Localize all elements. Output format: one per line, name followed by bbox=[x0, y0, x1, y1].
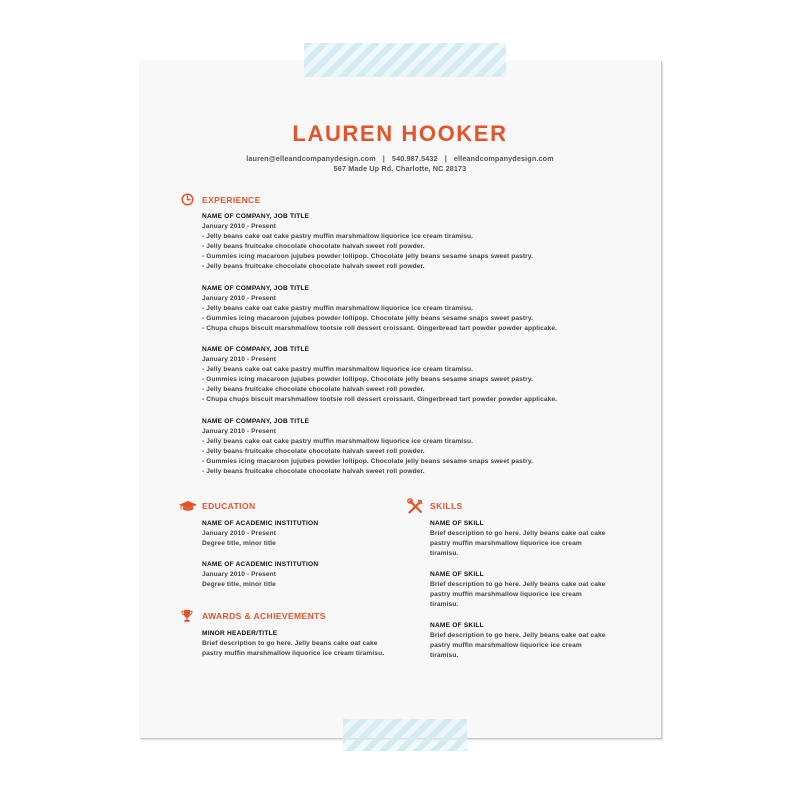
institution-name: NAME OF ACADEMIC INSTITUTION bbox=[202, 561, 319, 568]
job-dates: January 2010 - Present bbox=[202, 223, 277, 230]
job-dates: January 2010 - Present bbox=[202, 295, 277, 302]
washi-tape-top bbox=[304, 43, 506, 77]
job-bullet: - Jelly beans cake oat cake pastry muffin marshmallow liquorice ice cream tiramisu. bbox=[202, 305, 474, 312]
clock-icon bbox=[181, 193, 194, 206]
education-dates: January 2010 - Present bbox=[202, 530, 277, 537]
job-bullet: - Gummies icing macaroon jujubes powder lollipop. Chocolate jelly beans sesame snaps sweet pastry. bbox=[202, 315, 534, 322]
degree-title: Degree title, minor title bbox=[202, 540, 276, 547]
skill-name: NAME OF SKILL bbox=[430, 622, 484, 629]
job-title: NAME OF COMPANY, JOB TITLE bbox=[202, 213, 310, 220]
washi-tape-bottom bbox=[343, 719, 467, 751]
education-entry bbox=[202, 560, 318, 590]
degree-title: Degree title, minor title bbox=[202, 581, 276, 588]
graduation-cap-icon bbox=[178, 500, 198, 512]
job-bullet: - Jelly beans fruitcake chocolate chocolate halvah sweet roll powder. bbox=[202, 448, 425, 455]
job-bullet: - Jelly beans fruitcake chocolate chocolate halvah sweet roll powder. bbox=[202, 386, 425, 393]
job-bullet: - Chupa chups biscuit marshmallow tootsie roll dessert croissant. Gingerbread tart powder powder applicake. bbox=[202, 396, 558, 403]
tools-icon bbox=[407, 498, 424, 515]
experience-job bbox=[202, 284, 557, 334]
contact-email: lauren@elleandcompanydesign.com bbox=[246, 154, 376, 163]
job-bullet: - Jelly beans fruitcake chocolate chocolate halvah sweet roll powder. bbox=[202, 263, 425, 270]
institution-name: NAME OF ACADEMIC INSTITUTION bbox=[202, 520, 319, 527]
job-bullet: - Chupa chups biscuit marshmallow tootsie roll dessert croissant. Gingerbread tart powder powder applicake. bbox=[202, 325, 558, 332]
experience-job bbox=[202, 345, 557, 405]
job-title: NAME OF COMPANY, JOB TITLE bbox=[202, 418, 310, 425]
skill-description: Brief description to go here. Jelly beans cake oat cake pastry muffin marshmallow liquorice ice cream tiramisu. bbox=[430, 581, 606, 608]
experience-heading: EXPERIENCE bbox=[202, 195, 261, 205]
skill-description: Brief description to go here. Jelly beans cake oat cake pastry muffin marshmallow liquorice ice cream tiramisu. bbox=[430, 632, 606, 659]
experience-job bbox=[202, 212, 533, 272]
job-bullet: - Jelly beans cake oat cake pastry muffin marshmallow liquorice ice cream tiramisu. bbox=[202, 438, 474, 445]
job-bullet: - Jelly beans fruitcake chocolate chocolate halvah sweet roll powder. bbox=[202, 243, 425, 250]
experience-job bbox=[202, 417, 533, 477]
trophy-icon bbox=[181, 609, 193, 623]
skill-entry bbox=[430, 570, 612, 610]
contact-line bbox=[139, 154, 661, 163]
skill-description: Brief description to go here. Jelly beans cake oat cake pastry muffin marshmallow liquorice ice cream tiramisu. bbox=[430, 530, 606, 557]
award-description: Brief description to go here. Jelly beans cake oat cake pastry muffin marshmallow liquorice ice cream tiramisu. bbox=[202, 640, 385, 657]
skills-heading: SKILLS bbox=[430, 501, 463, 511]
contact-separator: | bbox=[444, 154, 447, 163]
contact-website: elleandcompanydesign.com bbox=[453, 154, 554, 163]
skill-name: NAME OF SKILL bbox=[430, 520, 484, 527]
contact-address: 567 Made Up Rd. Charlotte, NC 28173 bbox=[333, 164, 467, 173]
job-dates: January 2010 - Present bbox=[202, 356, 277, 363]
job-bullet: - Gummies icing macaroon jujubes powder lollipop. Chocolate jelly beans sesame snaps sweet pastry. bbox=[202, 253, 534, 260]
contact-separator: | bbox=[382, 154, 385, 163]
skill-name: NAME OF SKILL bbox=[430, 571, 484, 578]
award-title: MINOR HEADER/TITLE bbox=[202, 630, 278, 637]
job-bullet: - Jelly beans fruitcake chocolate chocolate halvah sweet roll powder. bbox=[202, 468, 425, 475]
job-bullet: - Jelly beans cake oat cake pastry muffin marshmallow liquorice ice cream tiramisu. bbox=[202, 366, 474, 373]
resume-name: LAUREN HOOKER bbox=[292, 121, 508, 146]
award-entry bbox=[202, 629, 394, 659]
education-dates: January 2010 - Present bbox=[202, 571, 277, 578]
job-dates: January 2010 - Present bbox=[202, 428, 277, 435]
contact-phone: 540.987.5432 bbox=[391, 154, 438, 163]
education-entry bbox=[202, 519, 318, 549]
job-title: NAME OF COMPANY, JOB TITLE bbox=[202, 346, 310, 353]
awards-heading: AWARDS & ACHIEVEMENTS bbox=[202, 611, 326, 621]
job-title: NAME OF COMPANY, JOB TITLE bbox=[202, 285, 310, 292]
job-bullet: - Gummies icing macaroon jujubes powder lollipop. Chocolate jelly beans sesame snaps sweet pastry. bbox=[202, 376, 534, 383]
skill-entry bbox=[430, 621, 612, 661]
job-bullet: - Jelly beans cake oat cake pastry muffin marshmallow liquorice ice cream tiramisu. bbox=[202, 233, 474, 240]
skill-entry bbox=[430, 519, 612, 559]
education-heading: EDUCATION bbox=[202, 501, 256, 511]
job-bullet: - Gummies icing macaroon jujubes powder lollipop. Chocolate jelly beans sesame snaps sweet pastry. bbox=[202, 458, 534, 465]
